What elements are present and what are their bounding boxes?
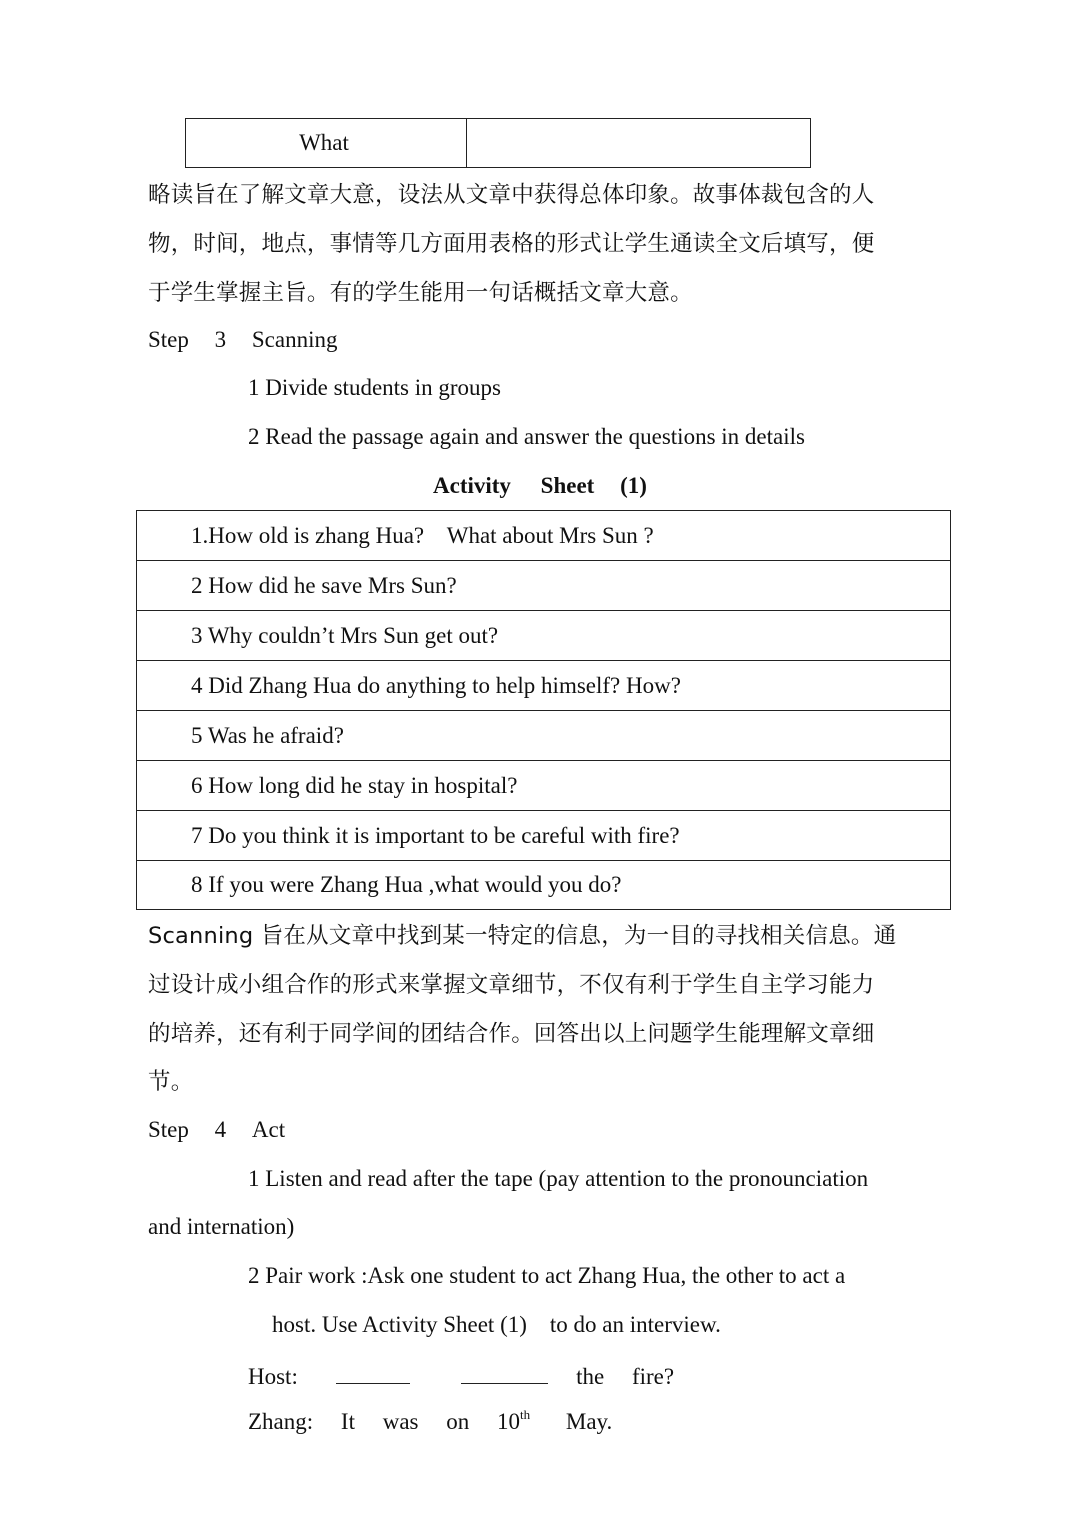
table-row xyxy=(137,661,951,711)
step4-title: Act xyxy=(251,1117,286,1142)
question-4: 4 Did Zhang Hua do anything to help himself? How? xyxy=(191,672,681,698)
host-word-2: fire? xyxy=(631,1364,675,1389)
table-row xyxy=(137,611,951,661)
step4-item-2-line-1: 2 Pair work :Ask one student to act Zhang Hua, the other to act a xyxy=(248,1263,846,1288)
step4-heading xyxy=(148,1117,285,1143)
step3-number: 3 xyxy=(214,327,227,352)
top-table-value-cell xyxy=(467,119,811,168)
top-table xyxy=(185,118,811,168)
skimming-note-line-3: 于学生掌握主旨。有的学生能用一句话概括文章大意。 xyxy=(148,280,693,306)
table-row xyxy=(137,711,951,761)
questions-table xyxy=(136,510,951,910)
question-cell xyxy=(137,711,951,761)
answer-blank-2 xyxy=(461,1361,548,1384)
activity-title-word-2: Sheet xyxy=(540,473,595,498)
answer-blank-1 xyxy=(336,1361,410,1384)
question-cell xyxy=(137,811,951,861)
step3-item-1: 1 Divide students in groups xyxy=(248,375,501,400)
question-5: 5 Was he afraid? xyxy=(191,722,344,748)
host-line xyxy=(248,1361,674,1390)
month: May. xyxy=(565,1409,613,1434)
skimming-note-line-2: 物，时间，地点，事情等几方面用表格的形式让学生通读全文后填写，便 xyxy=(148,231,875,257)
step4-word: Step xyxy=(148,1117,189,1142)
step4-item-2-line-2: host. Use Activity Sheet (1) to do an interview. xyxy=(272,1312,721,1337)
table-row xyxy=(137,511,951,561)
question-1: 1.How old is zhang Hua? What about Mrs Sun ? xyxy=(191,522,654,548)
activity-sheet-title xyxy=(433,473,647,499)
skimming-note-line-1: 略读旨在了解文章大意，设法从文章中获得总体印象。故事体裁包含的人 xyxy=(148,182,875,208)
question-8: 8 If you were Zhang Hua ,what would you do? xyxy=(191,872,622,897)
step4-number: 4 xyxy=(214,1117,227,1142)
table-row xyxy=(137,561,951,611)
table-row xyxy=(137,861,951,910)
scanning-note-line-1: Scanning 旨在从文章中找到某一特定的信息，为一目的寻找相关信息。通 xyxy=(148,923,897,949)
question-2: 2 How did he save Mrs Sun? xyxy=(191,572,457,598)
question-cell xyxy=(137,661,951,711)
scanning-note-line-2: 过设计成小组合作的形式来掌握文章细节，不仅有利于学生自主学习能力 xyxy=(148,972,875,998)
zhang-line xyxy=(248,1409,612,1435)
step3-title: Scanning xyxy=(251,327,338,352)
table-row xyxy=(137,761,951,811)
top-table-label-cell xyxy=(186,119,467,168)
activity-title-word-1: Activity xyxy=(433,473,511,498)
step3-word: Step xyxy=(148,327,189,352)
host-word-1: the xyxy=(576,1364,605,1389)
date-number: 10 xyxy=(497,1409,520,1434)
zhang-label: Zhang: xyxy=(248,1409,314,1434)
question-cell xyxy=(137,511,951,561)
question-6: 6 How long did he stay in hospital? xyxy=(191,772,518,798)
question-7: 7 Do you think it is important to be careful with fire? xyxy=(191,822,680,848)
zhang-word-2: was xyxy=(382,1409,419,1434)
step3-heading xyxy=(148,327,338,353)
step4-item-1-line-2: and internation) xyxy=(148,1214,295,1239)
top-table-label: What xyxy=(299,130,349,155)
date-suffix: th xyxy=(520,1407,531,1422)
question-cell xyxy=(137,761,951,811)
question-cell xyxy=(137,611,951,661)
question-cell xyxy=(137,861,951,910)
step4-item-1-line-1: 1 Listen and read after the tape (pay attention to the pronounciation xyxy=(248,1166,869,1191)
zhang-word-3: on xyxy=(446,1409,470,1434)
activity-title-word-3: (1) xyxy=(620,473,647,498)
scanning-note-line-4: 节。 xyxy=(148,1069,194,1095)
question-3: 3 Why couldn’t Mrs Sun get out? xyxy=(191,622,499,648)
scanning-note-line-3: 的培养，还有利于同学间的团结合作。回答出以上问题学生能理解文章细 xyxy=(148,1021,875,1047)
table-row xyxy=(137,811,951,861)
zhang-word-1: It xyxy=(340,1409,355,1434)
step3-item-2: 2 Read the passage again and answer the questions in details xyxy=(248,424,805,449)
question-cell xyxy=(137,561,951,611)
host-label: Host: xyxy=(248,1364,298,1389)
